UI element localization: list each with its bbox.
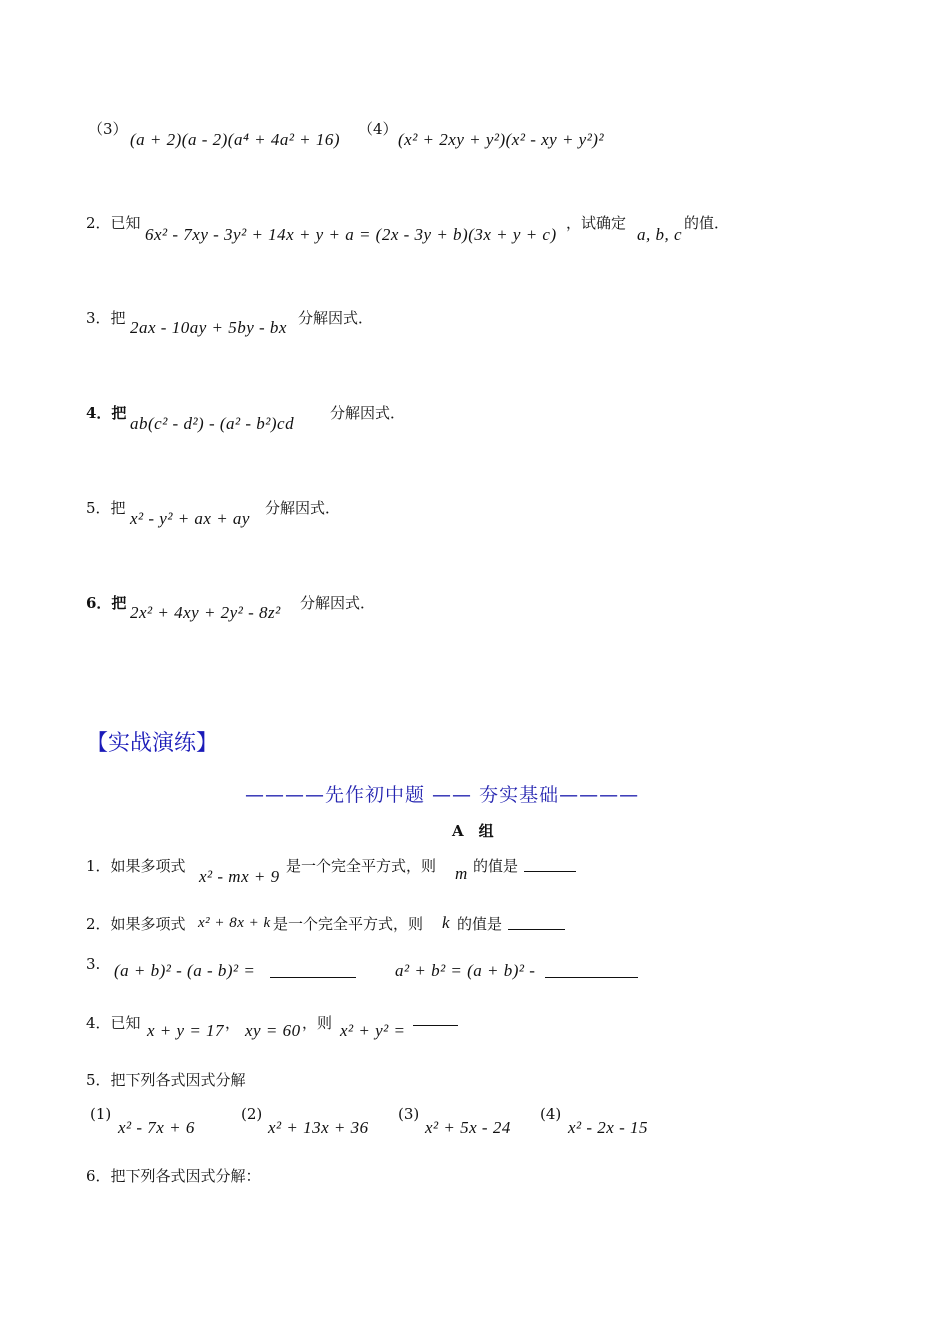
question-2-number: 2．已知	[86, 214, 141, 232]
question-4-number: 4．把	[86, 404, 127, 422]
p2-q5-item-4-label: (4)	[540, 1105, 562, 1123]
p2-q5-item-1-expression: x² - 7x + 6	[118, 1118, 195, 1137]
p2-question-3-number: 3.	[86, 955, 101, 973]
p2-question-2-tail: 的值是	[457, 915, 503, 933]
section-banner: ————先作初中题 —— 夯实基础————	[245, 784, 640, 806]
p2-question-4-number: 4．已知	[86, 1014, 141, 1032]
item-4-label: （4）	[358, 120, 398, 138]
question-3-expression: 2ax - 10ay + 5by - bx	[130, 318, 287, 337]
p2-question-1-middle: 是一个完全平方式，则	[286, 857, 437, 875]
question-4-expression: ab(c² - d²) - (a² - b²)cd	[130, 414, 295, 433]
p2-question-1-answer-blank[interactable]	[524, 871, 576, 872]
item-3-label: （3）	[88, 120, 128, 138]
question-6-number: 6．把	[86, 594, 127, 612]
p2-question-4-expression-1: x + y = 17	[147, 1021, 225, 1040]
p2-question-2-variable: k	[442, 913, 451, 932]
question-2-equation: 6x² - 7xy - 3y² + 14x + y + a = (2x - 3y + b)(3x + y + c)	[145, 225, 557, 244]
p2-question-2-middle: 是一个完全平方式，则	[273, 915, 424, 933]
p2-q5-item-2-label: (2)	[241, 1105, 263, 1123]
p2-question-2-expression: x² + 8x + k	[198, 915, 271, 931]
section-title: 【实战演练】	[86, 731, 219, 756]
p2-q5-item-3-label: (3)	[398, 1105, 420, 1123]
p2-question-1-variable: m	[455, 864, 468, 883]
p2-q5-item-3-expression: x² + 5x - 24	[425, 1118, 511, 1137]
p2-question-1-expression: x² - mx + 9	[199, 867, 280, 886]
item-3-expression: (a + 2)(a - 2)(a⁴ + 4a² + 16)	[130, 130, 341, 149]
p2-question-2-text: 2．如果多项式	[86, 915, 186, 933]
p2-question-4-expression-2: xy = 60	[245, 1021, 301, 1040]
p2-q5-item-2-expression: x² + 13x + 36	[268, 1118, 369, 1137]
item-4-expression: (x² + 2xy + y²)(x² - xy + y²)²	[398, 130, 605, 149]
p2-question-4-expression-3: x² + y² =	[340, 1021, 406, 1040]
p2-question-3-expression-2: a² + b² = (a + b)² -	[395, 961, 536, 980]
p2-question-3-expression-1: (a + b)² - (a - b)² =	[114, 961, 256, 980]
question-5-number: 5．把	[86, 499, 126, 517]
p2-question-2-answer-blank[interactable]	[508, 929, 565, 930]
p2-question-3-answer-blank-2[interactable]	[545, 977, 638, 978]
p2-question-6-text: 6．把下列各式因式分解：	[86, 1167, 261, 1185]
question-5-expression: x² - y² + ax + ay	[130, 509, 250, 528]
p2-question-1-text: 1．如果多项式	[86, 857, 186, 875]
p2-question-1-tail: 的值是	[473, 857, 519, 875]
p2-q5-item-1-label: (1)	[90, 1105, 112, 1123]
p2-question-4-middle: ，则	[302, 1014, 333, 1032]
question-3-number: 3．把	[86, 309, 126, 327]
question-5-tail: 分解因式．	[265, 499, 341, 517]
question-2-tail: 的值．	[684, 214, 730, 232]
question-4-tail: 分解因式．	[330, 404, 406, 422]
question-2-variables: a, b, c	[637, 225, 683, 244]
question-6-expression: 2x² + 4xy + 2y² - 8z²	[130, 603, 281, 622]
question-6-tail: 分解因式．	[300, 594, 376, 612]
p2-question-4-answer-blank[interactable]	[413, 1025, 458, 1026]
group-label: A 组	[452, 822, 494, 840]
p2-question-5-text: 5．把下列各式因式分解	[86, 1071, 246, 1089]
question-2-middle-text: ，试确定	[566, 214, 627, 232]
p2-q5-item-4-expression: x² - 2x - 15	[568, 1118, 649, 1137]
p2-question-4-separator: ，	[225, 1014, 241, 1032]
p2-question-3-answer-blank-1[interactable]	[270, 977, 356, 978]
question-3-tail: 分解因式．	[298, 309, 374, 327]
